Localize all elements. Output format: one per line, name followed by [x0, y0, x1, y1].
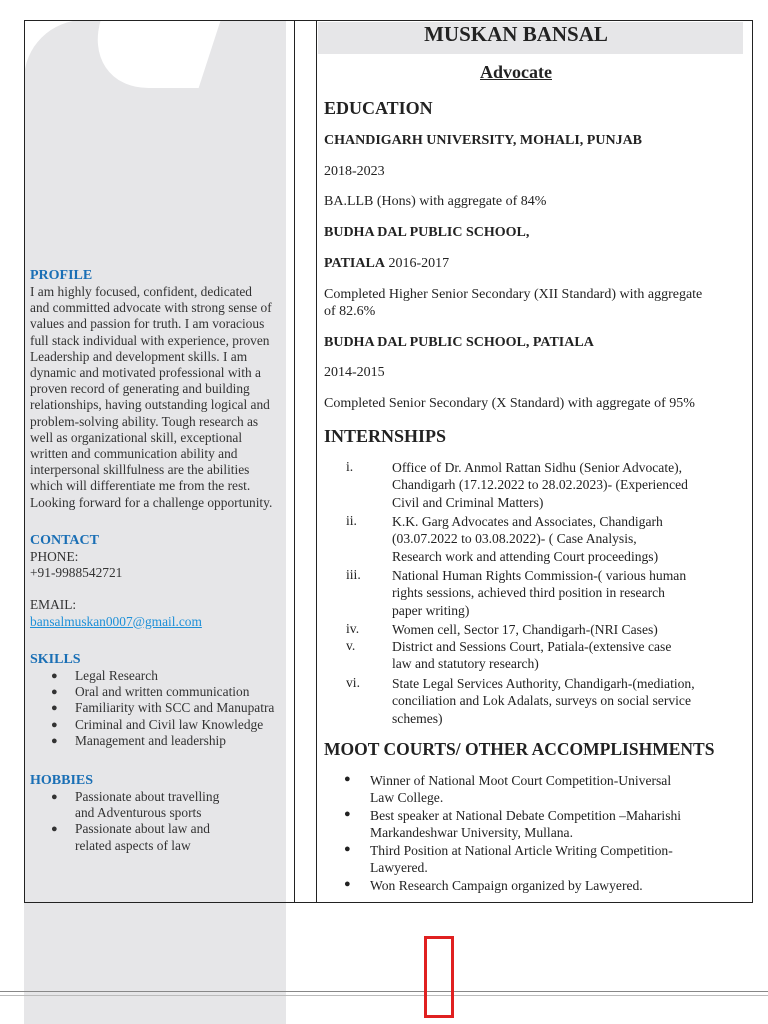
- moot-line: Lawyered.: [370, 860, 428, 876]
- hobbies-heading: HOBBIES: [30, 773, 94, 788]
- internship-line: Chandigarh (17.12.2022 to 28.02.2023)- (Experienced: [392, 477, 688, 493]
- hobby-text: related aspects of law: [75, 837, 191, 853]
- phone-value: +91-9988542721: [30, 565, 123, 581]
- profile-line: I am highly focused, confident, dedicated: [30, 284, 252, 299]
- internship-line: K.K. Garg Advocates and Associates, Chandigarh: [392, 514, 663, 529]
- education-school-2-detail: Completed Senior Secondary (X Standard) with aggregate of 95%: [324, 396, 695, 411]
- education-heading: EDUCATION: [324, 98, 433, 118]
- profile-line: proven record of generating and building: [30, 381, 250, 397]
- internship-item: [392, 513, 737, 565]
- bullet-icon: ●: [344, 808, 351, 820]
- page-break-line: [0, 991, 768, 992]
- hobby-text: Passionate about law and: [75, 821, 210, 837]
- moot-line: Winner of National Moot Court Competition-Universal: [370, 773, 672, 788]
- education-university-years: 2018-2023: [324, 164, 385, 179]
- profile-line: which will differentiate me from the rest.: [30, 478, 251, 494]
- hobby-text: and Adventurous sports: [75, 805, 202, 821]
- hobbies-list: [30, 789, 285, 854]
- education-university: CHANDIGARH UNIVERSITY, MOHALI, PUNJAB: [324, 133, 643, 148]
- moot-line: Third Position at National Article Writing Competition-: [370, 843, 673, 858]
- moot-line: Markandeshwar University, Mullana.: [370, 825, 573, 841]
- internship-line: paper writing): [392, 602, 470, 618]
- hobby-item: ● Passionate about travelling and Adventurous sports: [75, 789, 285, 821]
- skill-text: Familiarity with SCC and Manupatra: [75, 700, 275, 716]
- profile-line: and committed advocate with strong sense of: [30, 300, 272, 316]
- internship-line: Research work and attending Court proceedings): [392, 548, 659, 564]
- profile-line: written and communication ability and: [30, 446, 238, 462]
- bullet-icon: ●: [344, 878, 351, 890]
- resume-title: Advocate: [480, 62, 552, 82]
- page-break-line: [0, 995, 768, 996]
- internship-item: [392, 675, 737, 727]
- internship-line: Women cell, Sector 17, Chandigarh-(NRI Cases): [392, 622, 658, 637]
- skill-text: Management and leadership: [75, 732, 226, 748]
- column-divider-right: [316, 20, 317, 903]
- internship-line: rights sessions, achieved third position in research: [392, 585, 665, 601]
- education-school-1-detail: [324, 286, 744, 320]
- moot-item: [370, 877, 738, 894]
- profile-line: interpersonal skillfulness are the abilities: [30, 462, 250, 478]
- moot-item: [370, 807, 738, 842]
- internship-line: schemes): [392, 710, 443, 726]
- internship-line: conciliation and Lok Adalats, surveys on social service: [392, 693, 691, 709]
- internship-line: Office of Dr. Anmol Rattan Sidhu (Senior Advocate),: [392, 460, 683, 475]
- contact-heading: CONTACT: [30, 533, 99, 548]
- internship-line: National Human Rights Commission-( various human: [392, 568, 687, 583]
- moot-line: Best speaker at National Debate Competition –Maharishi: [370, 808, 682, 823]
- email-link[interactable]: bansalmuskan0007@gmail.com: [30, 613, 202, 629]
- internship-line: State Legal Services Authority, Chandigarh-(mediation,: [392, 676, 695, 691]
- profile-text: [30, 284, 285, 511]
- skill-item: ● Oral and written communication: [75, 684, 285, 700]
- internship-line: District and Sessions Court, Patiala-(extensive case: [392, 639, 672, 654]
- internship-number: i.: [346, 459, 354, 474]
- internships-heading: INTERNSHIPS: [324, 426, 447, 446]
- skills-section: [30, 651, 285, 749]
- education-school-1-location: [324, 255, 744, 272]
- profile-line: relationships, having outstanding logical and: [30, 397, 270, 413]
- skill-item: ● Familiarity with SCC and Manupatra: [75, 700, 285, 716]
- skill-text: Criminal and Civil law Knowledge: [75, 716, 264, 732]
- skill-item: ● Criminal and Civil law Knowledge: [75, 717, 285, 733]
- profile-heading: PROFILE: [30, 268, 93, 283]
- hobby-text: Passionate about travelling: [75, 789, 220, 804]
- school-1-years: 2016-2017: [384, 256, 450, 271]
- skill-item: ● Management and leadership: [75, 733, 285, 749]
- skills-list: [30, 668, 285, 749]
- moot-line: Won Research Campaign organized by Lawyered.: [370, 878, 643, 893]
- moot-line: Law College.: [370, 790, 444, 806]
- moot-item: [370, 842, 738, 877]
- internship-number: vi.: [346, 675, 360, 690]
- internship-item: [392, 621, 737, 638]
- email-label: EMAIL:: [30, 597, 77, 613]
- profile-line: problem-solving ability. Tough research as: [30, 413, 259, 429]
- skill-text: Oral and written communication: [75, 684, 250, 700]
- internship-line: (03.07.2022 to 03.08.2022)- ( Case Analysis,: [392, 531, 637, 547]
- internship-number: ii.: [346, 513, 357, 528]
- school-1-detail-line: of 82.6%: [324, 304, 376, 319]
- profile-line: values and passion for truth. I am voracious: [30, 316, 265, 332]
- education-school-2-years: 2014-2015: [324, 365, 385, 380]
- profile-line: dynamic and motivated professional with a: [30, 365, 261, 381]
- internship-number: iv.: [346, 621, 360, 636]
- bullet-icon: ●: [344, 843, 351, 855]
- school-1-city: PATIALA: [324, 256, 385, 271]
- internship-line: Civil and Criminal Matters): [392, 494, 544, 510]
- moot-courts-heading: MOOT COURTS/ OTHER ACCOMPLISHMENTS: [324, 739, 715, 759]
- education-school-1: BUDHA DAL PUBLIC SCHOOL,: [324, 225, 530, 240]
- hobby-item: ● Passionate about law and related aspects of law: [75, 821, 285, 853]
- internship-line: law and statutory research): [392, 656, 539, 672]
- school-1-detail-line: Completed Higher Senior Secondary (XII Standard) with aggregate: [324, 287, 703, 302]
- resume-name: MUSKAN BANSAL: [424, 22, 608, 46]
- skills-heading: SKILLS: [30, 652, 81, 667]
- hobbies-section: [30, 772, 285, 854]
- internship-number: iii.: [346, 567, 361, 582]
- phone-label: PHONE:: [30, 549, 79, 564]
- internship-item: [392, 459, 737, 511]
- profile-section: [30, 267, 285, 511]
- bullet-icon: ●: [344, 773, 351, 785]
- skill-text: Legal Research: [75, 668, 158, 683]
- contact-section: [30, 532, 285, 630]
- profile-line: well as organizational skill, exceptional: [30, 429, 243, 445]
- education-university-degree: BA.LLB (Hons) with aggregate of 84%: [324, 194, 547, 209]
- highlight-box: [424, 936, 454, 1018]
- profile-line: Leadership and development skills. I am: [30, 348, 248, 364]
- internship-number: v.: [346, 638, 356, 653]
- education-school-2: BUDHA DAL PUBLIC SCHOOL, PATIALA: [324, 335, 594, 350]
- moot-item: [370, 772, 738, 807]
- internship-item: [392, 567, 737, 619]
- skill-item: ● Legal Research: [75, 668, 285, 684]
- profile-line: Looking forward for a challenge opportunity.: [30, 494, 273, 510]
- profile-line: full stack individual with experience, proven: [30, 332, 270, 348]
- internship-item: [392, 638, 737, 673]
- column-divider-left: [294, 20, 295, 903]
